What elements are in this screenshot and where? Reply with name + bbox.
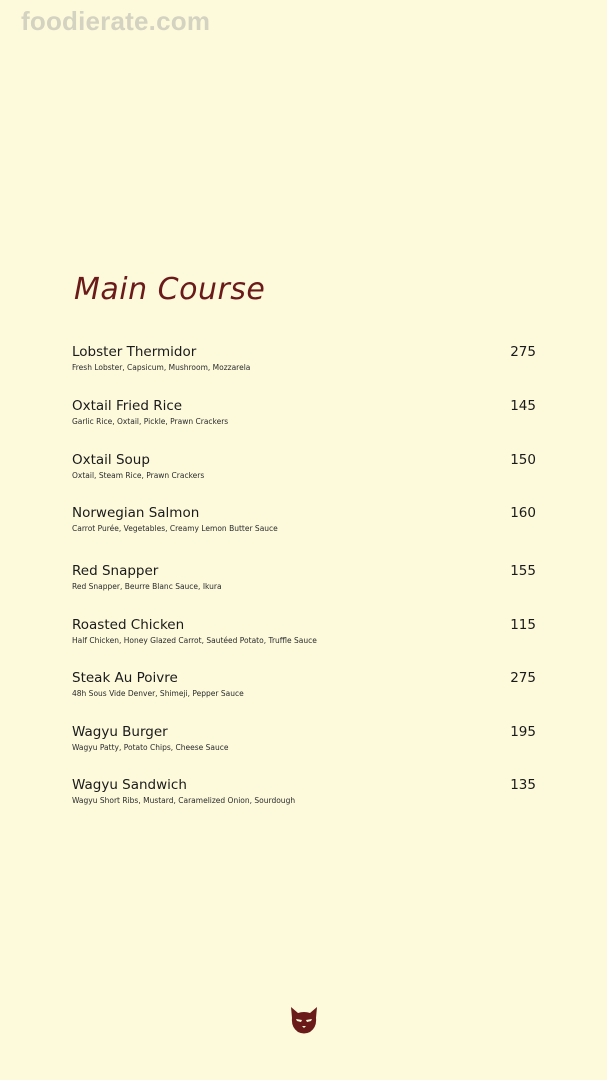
item-description: Wagyu Short Ribs, Mustard, Caramelized Onion, Sourdough <box>72 796 296 805</box>
item-description: Half Chicken, Honey Glazed Carrot, Sautéed Potato, Truffle Sauce <box>72 636 317 645</box>
item-price: 275 <box>510 344 536 360</box>
item-name: Red Snapper <box>72 563 159 579</box>
item-description: Oxtail, Steam Rice, Prawn Crackers <box>72 471 205 480</box>
item-price: 160 <box>510 505 536 521</box>
item-name: Steak Au Poivre <box>72 670 178 686</box>
menu-item <box>72 617 538 657</box>
menu-item <box>72 670 538 710</box>
menu-item <box>72 505 538 545</box>
item-name: Wagyu Burger <box>72 724 168 740</box>
item-description: Garlic Rice, Oxtail, Pickle, Prawn Crackers <box>72 417 229 426</box>
item-price: 155 <box>510 563 536 579</box>
watermark: foodierate.com <box>21 6 211 36</box>
item-description: Fresh Lobster, Capsicum, Mushroom, Mozzarela <box>72 363 251 372</box>
menu-item <box>72 563 538 603</box>
item-description: Red Snapper, Beurre Blanc Sauce, Ikura <box>72 582 222 591</box>
menu-item <box>72 452 538 492</box>
item-name: Lobster Thermidor <box>72 344 197 360</box>
item-name: Wagyu Sandwich <box>72 777 187 793</box>
section-title: Main Course <box>74 272 266 307</box>
item-name: Oxtail Soup <box>72 452 150 468</box>
cat-head-icon <box>289 1005 319 1035</box>
item-description: 48h Sous Vide Denver, Shimeji, Pepper Sauce <box>72 689 244 698</box>
item-price: 115 <box>510 617 536 633</box>
item-name: Oxtail Fried Rice <box>72 398 183 414</box>
item-description: Carrot Purée, Vegetables, Creamy Lemon Butter Sauce <box>72 524 278 533</box>
menu-item <box>72 777 538 817</box>
menu-item <box>72 344 538 384</box>
item-price: 150 <box>510 452 536 468</box>
item-price: 195 <box>510 724 536 740</box>
item-price: 275 <box>510 670 536 686</box>
item-name: Norwegian Salmon <box>72 505 200 521</box>
item-description: Wagyu Patty, Potato Chips, Cheese Sauce <box>72 743 229 752</box>
item-price: 145 <box>510 398 536 414</box>
item-price: 135 <box>510 777 536 793</box>
menu-item <box>72 724 538 764</box>
item-name: Roasted Chicken <box>72 617 185 633</box>
menu-item <box>72 398 538 438</box>
